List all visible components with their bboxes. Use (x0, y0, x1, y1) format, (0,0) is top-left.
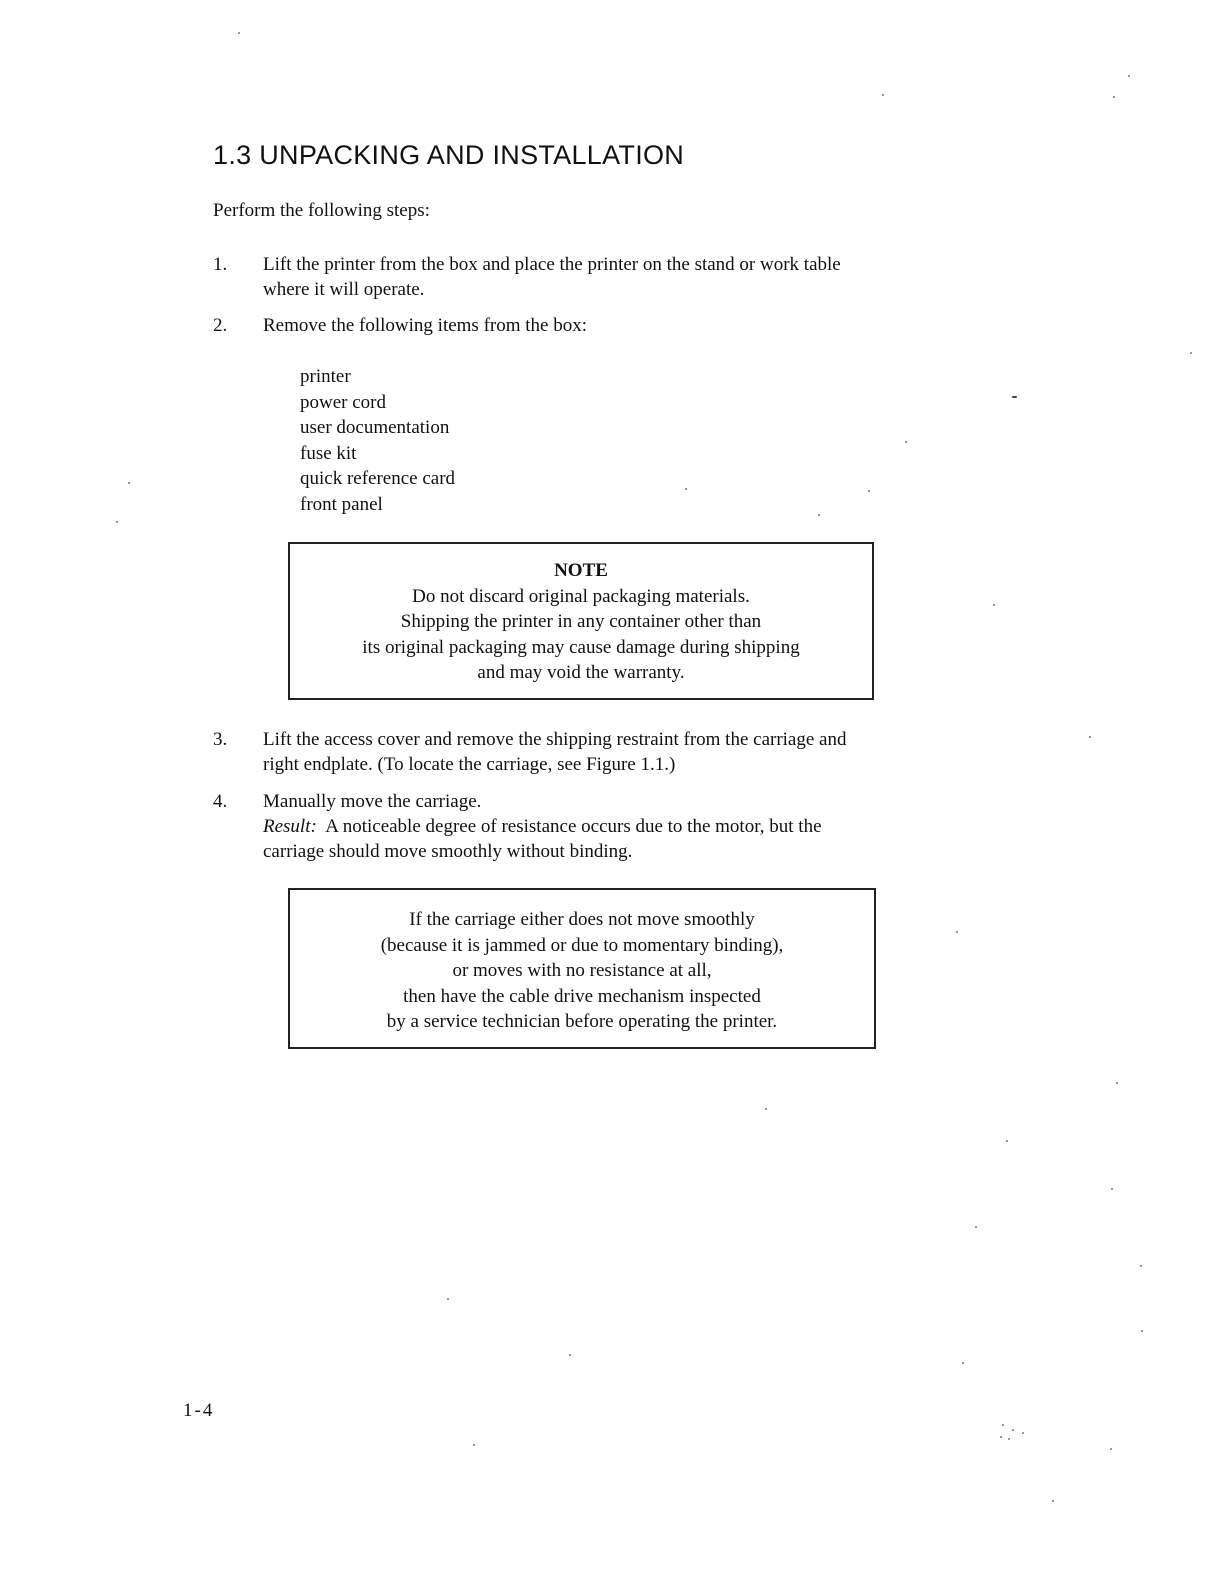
step-line: Remove the following items from the box: (263, 315, 588, 336)
section-heading: 1.3 UNPACKING AND INSTALLATION (213, 140, 685, 170)
step-text (263, 313, 963, 338)
step-number: 1. (213, 254, 228, 275)
result-line: carriage should move smoothly without binding. (263, 841, 633, 862)
step-number: 4. (213, 791, 228, 812)
list-item: power cord (300, 391, 386, 413)
note-line: its original packaging may cause damage during shipping (362, 636, 800, 658)
step-line: right endplate. (To locate the carriage, see Figure 1.1.) (263, 754, 676, 775)
step-line: Lift the printer from the box and place the printer on the stand or work table (263, 254, 841, 275)
step-line: Manually move the carriage. (263, 791, 482, 812)
step-text (263, 789, 963, 864)
step-number: 3. (213, 729, 228, 750)
warning-line: or moves with no resistance at all, (452, 960, 712, 982)
intro-text: Perform the following steps: (213, 200, 430, 221)
note-line: Shipping the printer in any container other than (400, 611, 762, 633)
warning-line: by a service technician before operating the printer. (386, 1011, 778, 1033)
box-contents-list (300, 364, 455, 518)
step-line: where it will operate. (263, 279, 425, 300)
result-text: A noticeable degree of resistance occurs due to the motor, but the (325, 816, 822, 837)
list-item: quick reference card (300, 468, 456, 490)
step-line: Lift the access cover and remove the shipping restraint from the carriage and (263, 729, 847, 750)
carriage-warning-box (288, 888, 876, 1049)
page-number: 1-4 (183, 1400, 215, 1421)
list-item: printer (300, 366, 351, 387)
warning-line: If the carriage either does not move smoothly (409, 909, 755, 930)
result-line (263, 814, 963, 839)
note-box (288, 542, 874, 700)
step-text (263, 727, 963, 777)
note-line: Do not discard original packaging materials. (412, 585, 750, 607)
warning-line: then have the cable drive mechanism inspected (403, 985, 761, 1007)
list-item: front panel (300, 493, 383, 515)
step-number: 2. (213, 315, 228, 336)
list-item: user documentation (300, 417, 450, 439)
warning-line: (because it is jammed or due to momentary binding), (380, 934, 784, 956)
note-line: and may void the warranty. (477, 662, 685, 684)
list-item: fuse kit (300, 442, 357, 464)
result-label: Result: (263, 816, 317, 837)
step-text (263, 252, 963, 302)
note-title: NOTE (554, 560, 608, 581)
